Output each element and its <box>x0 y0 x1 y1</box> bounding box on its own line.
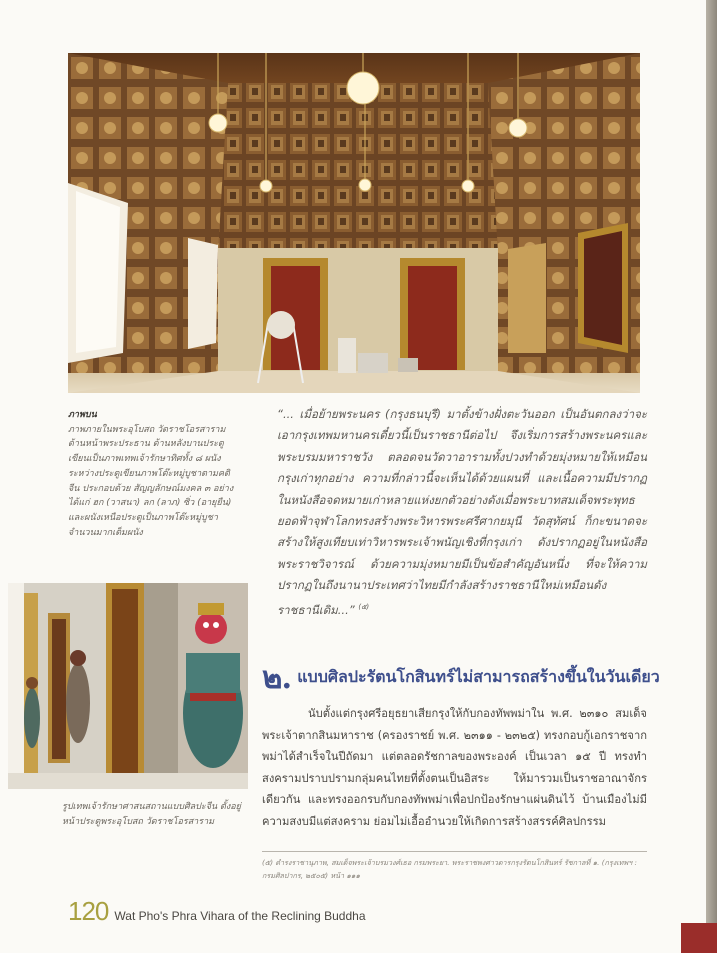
section-body: นับตั้งแต่กรุงศรีอยุธยาเสียกรุงให้กับกองทัพพม่าใน พ.ศ. ๒๓๑๐ สมเด็จพระเจ้าตากสินมหาราช (ครองราชย์ พ.ศ. ๒๓๑๑ - ๒๓๒๕) ทรงกอบกู้เอกราชจากพม่าได้สำเร็จในปีถัดมา แต่ตลอดรัชกาลของพระองค์ เป็นเวลา ๑๕ ปี ทรงทำสงครามปราบปรามกลุ่มคนไทยที่ตั้งตนเป็นอิสระ ให้มารวมเป็นราชอาณาจักรเดียวกัน และทรงออกรบกับกองทัพพม่าเพื่อปกป้องรักษาแผ่นดินไว้ บ้านเมืองไม่มีความสงบมีแต่สงคราม ย่อมไม่เอื้ออำนวยให้เกิดการสร้างสรรค์ศิลปกรรม <box>262 707 647 828</box>
top-photo-caption <box>68 408 238 540</box>
guardian-statue-illustration <box>8 583 248 789</box>
footnote-divider <box>262 851 647 852</box>
page-edge <box>706 0 717 953</box>
cover-corner <box>681 923 717 953</box>
bottom-photo-caption: รูปเทพเจ้ารักษาศาสนสถานแบบศิลปะจีน ตั้งอยู่หน้าประตูพระอุโบสถ วัดราชโอรสาราม <box>62 802 241 827</box>
book-title: Wat Pho's Phra Vihara of the Reclining Buddha <box>114 909 366 923</box>
quote-text: “... เมื่อย้ายพระนคร (กรุงธนบุรี) มาตั้งข้างฝั่งตะวันออก เป็นอันตกลงว่าจะเอากรุงเทพมหานครเดี๋ยวนี้เป็นราชธานีต่อไป จึงเริ่มการสร้างพระนครและพระบรมมหาราชวัง ตลอดจนวัดวาอารามทั้งปวงทำด้วยมุ่งหมายให้เหมือนกรุงเก่าทุกอย่าง ความที่กล่าวนี้จะเห็นได้ด้วยแผนที่ และเนื้อความมีปรากฏในหนังสือจดหมายเก่าหลายแห่งยกตัวอย่างดังเมื่อพระบาทสมเด็จพระพุทธยอดฟ้าจุฬาโลกทรงสร้างพระวิหารพระศรีศากยมุนี วัดสุทัศน์ ก็กะขนาดจะสร้างให้สูงเทียบเท่าวิหารพระเจ้าพนัญเชิงที่กรุงเก่า ดังปรากฏอยู่ในหนังสือพระราชวิจารณ์ ด้วยความมุ่งหมายมีเป็นข้อสำคัญอันหนึ่ง ที่จะให้ความปรากฏในถึงนานาประเทศว่าไทยมีกำลังสร้างราชธานีใหม่เหมือนดังราชธานีเดิม...” <box>277 407 647 617</box>
section-title: แบบศิลปะรัตนโกสินทร์ไม่สามารถสร้างขึ้นในวันเดียว <box>297 666 660 686</box>
temple-interior-illustration <box>68 53 640 393</box>
quote-reference: (๕) <box>358 602 370 611</box>
page-number: 120 <box>68 896 109 926</box>
caption-title: ภาพบน <box>68 410 97 420</box>
section-number: ๒. <box>262 660 292 696</box>
guardian-statue-photo <box>8 583 248 789</box>
page-footer <box>68 896 366 927</box>
temple-interior-photo <box>68 53 640 393</box>
caption-text: ภาพภายในพระอุโบสถ วัดราชโอรสาราม ด้านหน้าพระประธาน ด้านหลังบานประตู เขียนเป็นภาพเทพเจ้ารักษาทิศทั้ง ๘ ผนัง ระหว่างประตูเขียนภาพโต๊ะหมู่บูชาตามคติจีน ประกอบด้วย สัญญลักษณ์มงคล ๓ อย่าง ได้แก่ ฮก (วาสนา) ลก (ลาภ) ซิ่ว (อายุยืน) และผนังเหนือประตูเป็นภาพโต๊ะหมู่บูชา จำนวนมากเต็มผนัง <box>68 424 234 538</box>
historical-quote <box>277 404 647 621</box>
section-heading <box>262 657 682 697</box>
footnote: (๕) ดำรงราชานุภาพ, สมเด็จพระเจ้าบรมวงศ์เธอ กรมพระยา. พระราชพงศาวดารกรุงรัตนโกสินทร์ รัชกาลที่ ๑. (กรุงเทพฯ : กรมศิลปากร, ๒๕๐๕) หน้า ๑๑๑ <box>262 858 637 880</box>
